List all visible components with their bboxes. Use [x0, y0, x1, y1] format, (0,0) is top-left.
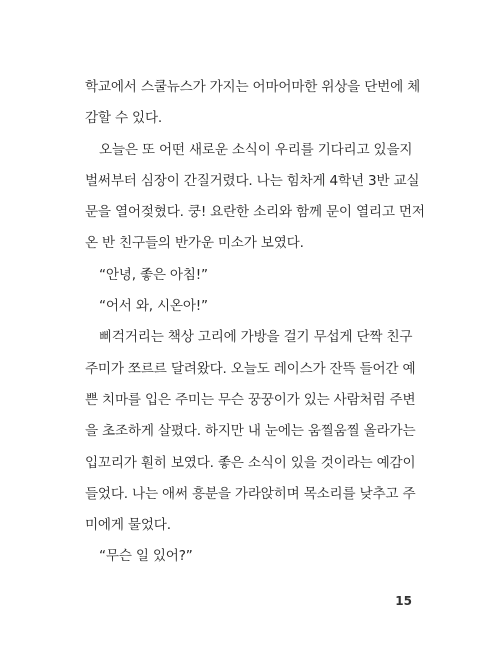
text-line: 문을 열어젖혔다. 쿵! 요란한 소리와 함께 문이 열리고 먼저: [85, 204, 425, 221]
body-text: [85, 72, 425, 573]
text-line: 온 반 친구들의 반가운 미소가 보였다.: [85, 235, 304, 252]
text-line: “어서 와, 시온아!”: [99, 298, 208, 315]
text-line: 삐걱거리는 책상 고리에 가방을 걸기 무섭게 단짝 친구: [99, 329, 413, 346]
page-number: 15: [395, 594, 412, 608]
text-line: 입꼬리가 훤히 보였다. 좋은 소식이 있을 것이라는 예감이: [85, 454, 416, 471]
text-line: 학교에서 스쿨뉴스가 가지는 어마어마한 위상을 단번에 체: [85, 79, 421, 95]
text-line: 감할 수 있다.: [85, 110, 163, 127]
text-line: 을 초조하게 살폈다. 하지만 내 눈에는 움찔움찔 올라가는: [85, 423, 416, 440]
text-line: 미에게 물었다.: [85, 517, 171, 534]
text-line: 주미가 쪼르르 달려왔다. 오늘도 레이스가 잔뜩 들어간 예: [85, 360, 416, 377]
text-line: 벌써부터 심장이 간질거렸다. 나는 힘차게 4학년 3반 교실: [85, 172, 420, 189]
text-line: “무슨 일 있어?”: [99, 548, 193, 565]
text-line: 들었다. 나는 애써 흥분을 가라앉히며 목소리를 낮추고 주: [85, 485, 416, 502]
text-line: “안녕, 좋은 아침!”: [99, 266, 208, 283]
text-line: 쁜 치마를 입은 주미는 무슨 꿍꿍이가 있는 사람처럼 주변: [85, 391, 416, 408]
text-line: 오늘은 또 어떤 새로운 소식이 우리를 기다리고 있을지: [99, 141, 413, 158]
